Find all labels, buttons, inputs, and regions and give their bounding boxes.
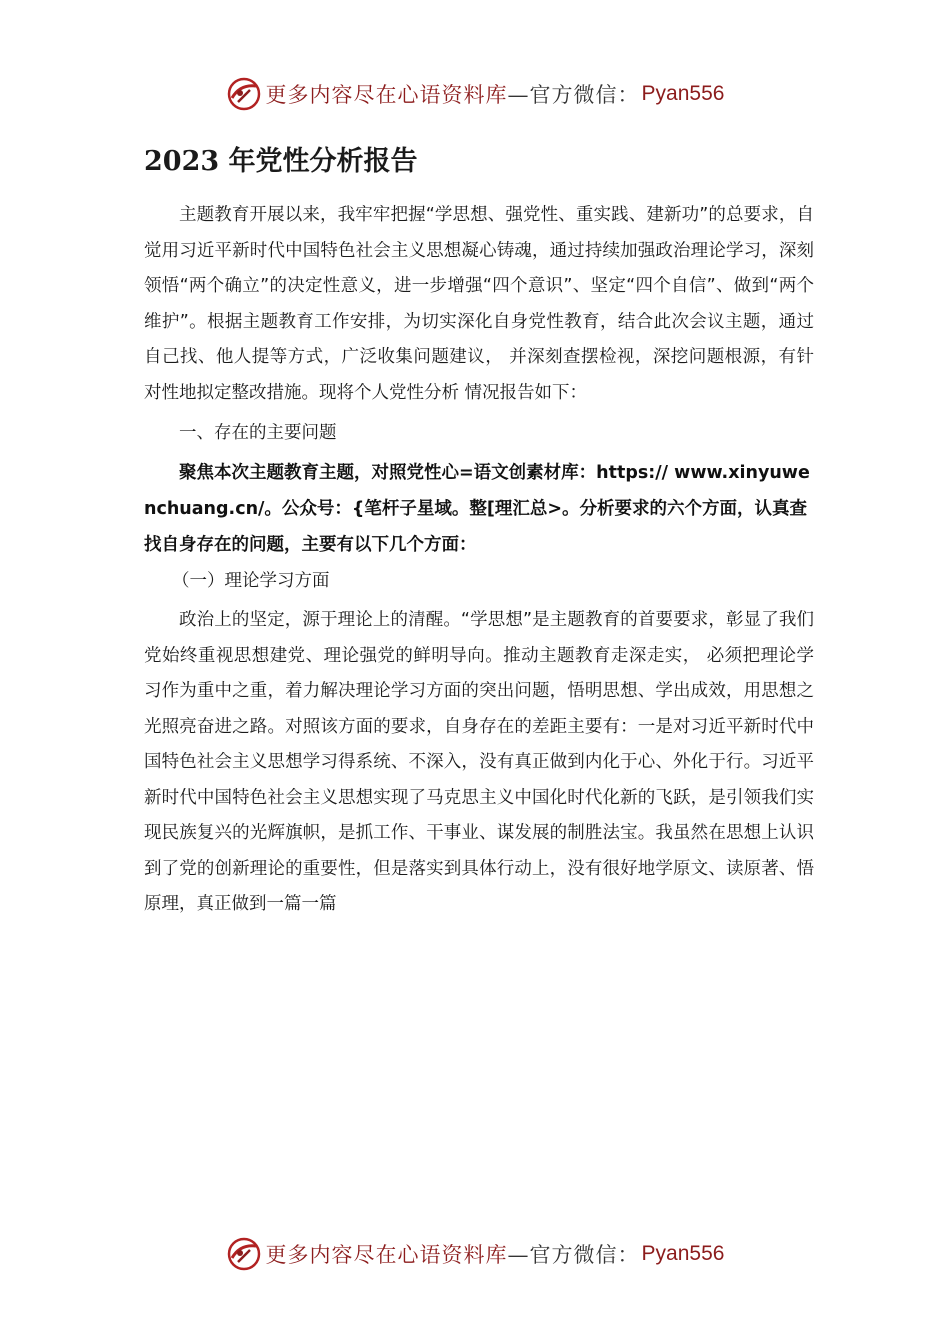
- intro-paragraph: 主题教育开展以来，我牢牢把握“学思想、强党性、重实践、建新功”的总要求，自觉用习近平新时代中国特色社会主义思想凝心铸魂，通过持续加强政治理论学习，深刻领悟“两个确立”的决定性意义，进一步增强“四个意识”、坚定“四个自信”、做到“两个维护”。根据主题教育工作安排，为切实深化自身党性教育，结合此次会议主题，通过自己找、他人提等方式，广泛收集问题建议， 并深刻查摆检视，深挖问题根源，有针对性地拟定整改措施。现将个人党性分析 情况报告如下：: [144, 205, 814, 403]
- brand-logo-icon: [226, 76, 262, 112]
- document-title: 2023 年党性分析报告: [144, 146, 418, 177]
- focus-paragraph: 聚焦本次主题教育主题，对照党性心=语文创素材库：https:// www.xinyuwenchuang.cn/。公众号：{笔杆子星域。整[理汇总>。分析要求的六个方面，认真查找自身存在的问题，主要有以下几个方面：: [144, 463, 810, 555]
- subsection-heading: （一）理论学习方面: [172, 571, 330, 591]
- banner-wechat-id: Pyan556: [641, 82, 725, 105]
- body-paragraph: 政治上的坚定，源于理论上的清醒。“学思想”是主题教育的首要要求，彰显了我们党始终重视思想建党、理论强党的鲜明导向。推动主题教育走深走实， 必须把理论学习作为重中之重，着力解决理论学习方面的突出问题，悟明思想、学出成效，用思想之光照亮奋进之路。对照该方面的要求，自身存在的差距主要有：一是对习近平新时代中国特色社会主义思想学习得系统、不深入，没有真正做到内化于心、外化于行。习近平新时代中国特色社会主义思想实现了马克思主义中国化时代化新的飞跃，是引领我们实现民族复兴的光辉旗帜，是抓工作、干事业、谋发展的制胜法宝。我虽然在思想上认识到了党的创新理论的重要性，但是落实到具体行动上，没有很好地学原文、读原著、悟原理，真正做到一篇一篇: [144, 610, 814, 914]
- footer-banner: [0, 1234, 950, 1274]
- header-banner: [0, 74, 950, 114]
- banner-text: 更多内容尽在心语资料库: [265, 83, 508, 107]
- banner-wechat-label: —官方微信：: [507, 1243, 640, 1267]
- banner-wechat-label: —官方微信：: [507, 83, 640, 107]
- section-heading: 一、存在的主要问题: [179, 423, 337, 443]
- brand-logo-icon: [226, 1236, 262, 1272]
- banner-wechat-id: Pyan556: [641, 1242, 725, 1265]
- document-body: [144, 140, 814, 923]
- banner-text: 更多内容尽在心语资料库: [265, 1243, 508, 1267]
